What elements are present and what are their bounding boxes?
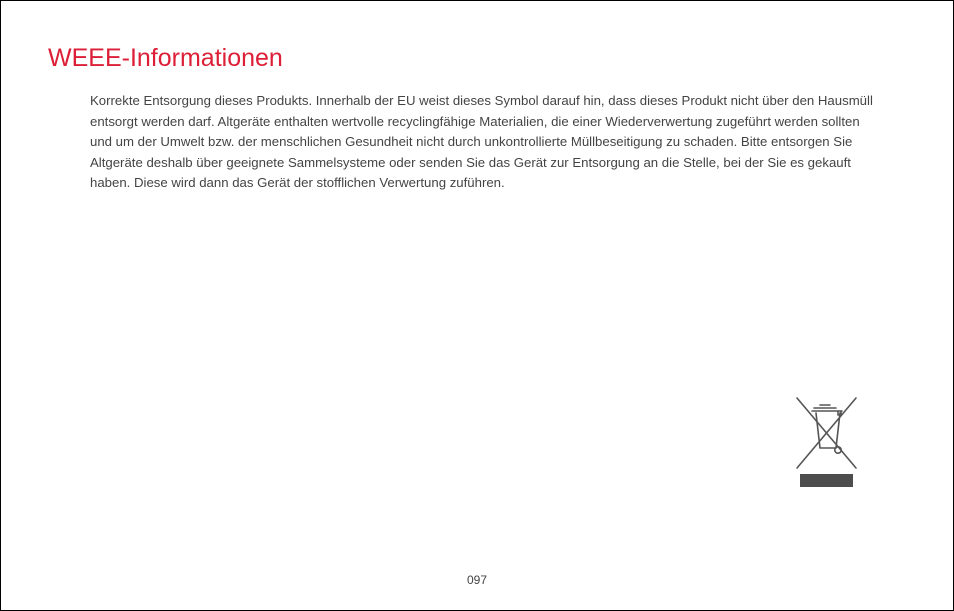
- crossed-out-wheelie-bin-icon: [794, 396, 860, 490]
- page-title: WEEE-Informationen: [48, 44, 283, 72]
- page-number: 097: [466, 573, 488, 587]
- weee-body-text: Korrekte Entsorgung dieses Produkts. Innerhalb der EU weist dieses Symbol darauf hin, dass dieses Produkt nicht über den Hausmüll entsorgt werden darf. Altgeräte enthalten wertvolle recyclingfähige Materialien, die einer Wiederverwertung zugeführt werden sollten und um der Umwelt bzw. der menschlichen Gesundheit nicht durch unkontrollierte Müllbeseitigung zu schaden. Bitte entsorgen Sie Altgeräte deshalb über geeignete Sammelsysteme oder senden Sie das Gerät zur Entsorgung an die Stelle, bei der Sie es gekauft haben. Diese wird dann das Gerät der stofflichen Verwertung zuführen.: [90, 93, 873, 190]
